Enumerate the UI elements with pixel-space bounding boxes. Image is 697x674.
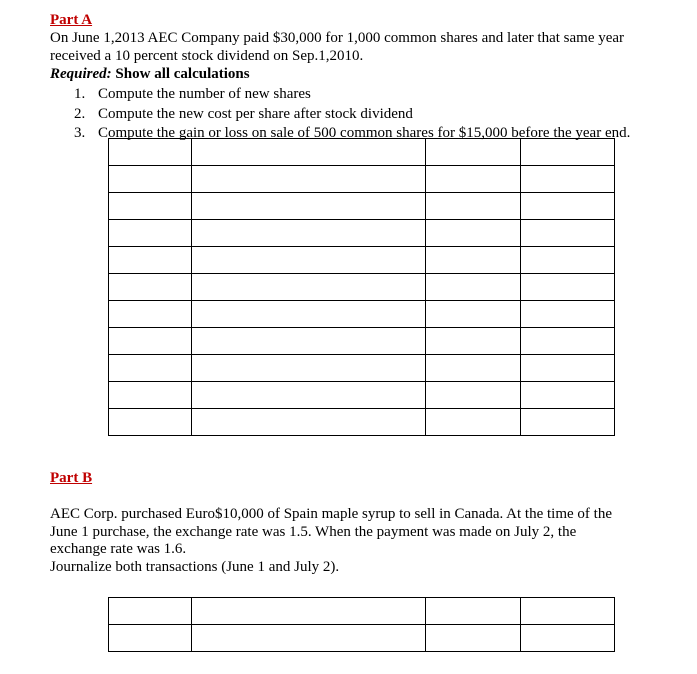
table-cell[interactable] (109, 625, 192, 652)
table-cell[interactable] (192, 409, 426, 436)
part-b-line-1: AEC Corp. purchased Euro$10,000 of Spain maple syrup to sell in Canada. At the time of the (50, 506, 612, 522)
part-a-line-2: received a 10 percent stock dividend on Sep.1,2010. (50, 47, 364, 64)
table-row (109, 382, 615, 409)
required-line (50, 66, 250, 83)
table-cell[interactable] (192, 166, 426, 193)
table-cell[interactable] (521, 382, 615, 409)
table-cell[interactable] (426, 625, 521, 652)
table-cell[interactable] (192, 598, 426, 625)
table-cell[interactable] (192, 301, 426, 328)
table-row (109, 274, 615, 301)
table-cell[interactable] (192, 355, 426, 382)
table-cell[interactable] (521, 598, 615, 625)
table-cell[interactable] (192, 193, 426, 220)
table-row (109, 247, 615, 274)
table-cell[interactable] (109, 193, 192, 220)
part-b-heading: Part B (50, 470, 93, 486)
table-cell[interactable] (109, 220, 192, 247)
table-cell[interactable] (426, 139, 521, 166)
table-row (109, 301, 615, 328)
table-cell[interactable] (521, 274, 615, 301)
table-cell[interactable] (192, 247, 426, 274)
table-cell[interactable] (521, 355, 615, 382)
table-cell[interactable] (109, 598, 192, 625)
table-cell[interactable] (192, 274, 426, 301)
table-cell[interactable] (109, 355, 192, 382)
list-number: 2. (74, 105, 86, 122)
table-cell[interactable] (426, 328, 521, 355)
table-cell[interactable] (521, 166, 615, 193)
table-cell[interactable] (109, 301, 192, 328)
required-text: Show all calculations (111, 66, 250, 82)
part-b-line-2: June 1 purchase, the exchange rate was 1.5. When the payment was made on July 2, the (50, 523, 577, 540)
part-b-line-3: exchange rate was 1.6. (50, 541, 187, 557)
table-cell[interactable] (109, 247, 192, 274)
part-a-heading: Part A (50, 12, 93, 28)
table-cell[interactable] (521, 328, 615, 355)
required-label: Required: (50, 66, 112, 82)
table-cell[interactable] (426, 166, 521, 193)
table-cell[interactable] (109, 139, 192, 166)
part-a-line-1: On June 1,2013 AEC Company paid $30,000 for 1,000 common shares and later that same year (50, 30, 625, 46)
part-a-answer-table (108, 138, 615, 436)
part-b-journal-table (108, 597, 615, 652)
table-cell[interactable] (521, 139, 615, 166)
table-cell[interactable] (521, 301, 615, 328)
table-row (109, 328, 615, 355)
table-cell[interactable] (109, 274, 192, 301)
table-row (109, 139, 615, 166)
table-row (109, 220, 615, 247)
table-cell[interactable] (521, 409, 615, 436)
table-cell[interactable] (521, 220, 615, 247)
table-row (109, 409, 615, 436)
table-cell[interactable] (521, 625, 615, 652)
table-row (109, 193, 615, 220)
table-cell[interactable] (426, 355, 521, 382)
table-row (109, 625, 615, 652)
table-cell[interactable] (426, 598, 521, 625)
table-cell[interactable] (521, 247, 615, 274)
table-cell[interactable] (426, 274, 521, 301)
list-number: 3. (74, 125, 86, 141)
table-cell[interactable] (192, 382, 426, 409)
list-number: 1. (74, 86, 86, 102)
table-row (109, 355, 615, 382)
list-text: Compute the number of new shares (98, 86, 311, 102)
table-cell[interactable] (426, 301, 521, 328)
table-row (109, 166, 615, 193)
part-b-statement (50, 506, 612, 576)
table-cell[interactable] (192, 625, 426, 652)
part-b-line-4: Journalize both transactions (June 1 and July 2). (50, 558, 340, 575)
list-item (74, 105, 630, 125)
requirements-list (74, 85, 630, 144)
table-cell[interactable] (192, 220, 426, 247)
list-text: Compute the gain or loss on sale of 500 common shares for $15,000 before the year end. (98, 125, 631, 141)
part-a-statement (50, 30, 624, 65)
table-cell[interactable] (109, 382, 192, 409)
table-cell[interactable] (109, 166, 192, 193)
table-cell[interactable] (192, 328, 426, 355)
table-cell[interactable] (426, 409, 521, 436)
table-cell[interactable] (109, 328, 192, 355)
table-cell[interactable] (426, 220, 521, 247)
list-text: Compute the new cost per share after stock dividend (98, 105, 413, 122)
table-cell[interactable] (192, 139, 426, 166)
table-cell[interactable] (426, 247, 521, 274)
table-cell[interactable] (109, 409, 192, 436)
table-row (109, 598, 615, 625)
table-cell[interactable] (426, 193, 521, 220)
table-cell[interactable] (521, 193, 615, 220)
list-item (74, 85, 630, 105)
table-cell[interactable] (426, 382, 521, 409)
